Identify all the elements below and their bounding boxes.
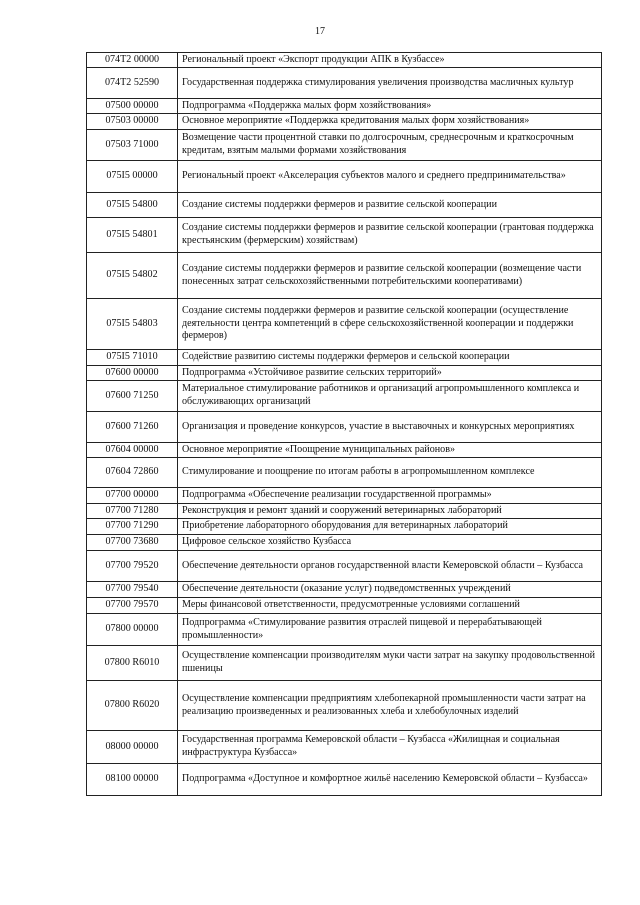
row-code: 08100 00000 (87, 764, 178, 796)
row-code: 07700 71290 (87, 519, 178, 535)
row-code: 07604 72860 (87, 458, 178, 488)
row-description: Подпрограмма «Устойчивое развитие сельских территорий» (178, 366, 602, 381)
row-code: 07800 00000 (87, 614, 178, 646)
row-code: 07600 71250 (87, 381, 178, 412)
budget-code-table (86, 52, 602, 796)
table-row (87, 193, 602, 218)
table-row (87, 218, 602, 253)
table-row (87, 68, 602, 99)
table-row (87, 458, 602, 488)
row-code: 07700 79570 (87, 598, 178, 614)
row-description: Государственная программа Кемеровской области – Кузбасса «Жилищная и социальная инфраструктура Кузбасса» (178, 731, 602, 764)
row-description: Создание системы поддержки фермеров и развитие сельской кооперации (грантовая поддержка крестьянским (фермерским) хозяйствам) (178, 218, 602, 253)
row-description: Материальное стимулирование работников и организаций агропромышленного комплекса и обслуживающих организаций (178, 381, 602, 412)
row-description: Создание системы поддержки фермеров и развитие сельской кооперации (возмещение части понесенных затрат сельскохозяйственными потребительскими кооперативами) (178, 253, 602, 299)
table-row (87, 646, 602, 681)
row-description: Обеспечение деятельности органов государственной власти Кемеровской области – Кузбасса (178, 551, 602, 582)
table-row (87, 731, 602, 764)
row-description: Подпрограмма «Обеспечение реализации государственной программы» (178, 488, 602, 504)
row-description: Создание системы поддержки фермеров и развитие сельской кооперации (178, 193, 602, 218)
row-code: 07800 R6020 (87, 681, 178, 731)
table-row (87, 764, 602, 796)
row-description: Реконструкция и ремонт зданий и сооружений ветеринарных лабораторий (178, 504, 602, 519)
row-code: 07700 79520 (87, 551, 178, 582)
row-code: 074T2 00000 (87, 53, 178, 68)
row-code: 07700 00000 (87, 488, 178, 504)
table-row (87, 161, 602, 193)
row-code: 07600 71260 (87, 412, 178, 443)
table-row (87, 488, 602, 504)
row-description: Организация и проведение конкурсов, участие в выставочных и конкурсных мероприятиях (178, 412, 602, 443)
row-code: 07604 00000 (87, 443, 178, 458)
table-body (87, 53, 602, 796)
row-description: Осуществление компенсации предприятиям хлебопекарной промышленности части затрат на реализацию произведенных и реализованных хлеба и хлебобулочных изделий (178, 681, 602, 731)
row-description: Основное мероприятие «Поощрение муниципальных районов» (178, 443, 602, 458)
row-code: 07503 71000 (87, 130, 178, 161)
table-row (87, 130, 602, 161)
row-code: 075I5 54800 (87, 193, 178, 218)
row-code: 08000 00000 (87, 731, 178, 764)
row-code: 07500 00000 (87, 99, 178, 114)
row-description: Возмещение части процентной ставки по долгосрочным, среднесрочным и краткосрочным кредитам, взятым малыми формами хозяйствования (178, 130, 602, 161)
row-description: Осуществление компенсации производителям муки части затрат на закупку продовольственной пшеницы (178, 646, 602, 681)
row-description: Региональный проект «Экспорт продукции АПК в Кузбассе» (178, 53, 602, 68)
row-code: 075I5 71010 (87, 350, 178, 366)
row-code: 07700 71280 (87, 504, 178, 519)
row-code: 07503 00000 (87, 114, 178, 130)
row-code: 075I5 54803 (87, 299, 178, 350)
row-code: 07600 00000 (87, 366, 178, 381)
row-description: Создание системы поддержки фермеров и развитие сельской кооперации (осуществление деятельности центра компетенций в сфере сельскохозяйственной кооперации и поддержки фермеров) (178, 299, 602, 350)
table-row (87, 582, 602, 598)
table-row (87, 366, 602, 381)
page-number: 17 (315, 26, 325, 37)
row-code: 074T2 52590 (87, 68, 178, 99)
row-description: Меры финансовой ответственности, предусмотренные условиями соглашений (178, 598, 602, 614)
table-row (87, 551, 602, 582)
table-row (87, 504, 602, 519)
table-row (87, 253, 602, 299)
row-code: 075I5 54802 (87, 253, 178, 299)
row-description: Подпрограмма «Поддержка малых форм хозяйствования» (178, 99, 602, 114)
table-row (87, 535, 602, 551)
table-row (87, 519, 602, 535)
row-description: Стимулирование и поощрение по итогам работы в агропромышленном комплексе (178, 458, 602, 488)
row-description: Региональный проект «Акселерация субъектов малого и среднего предпринимательства» (178, 161, 602, 193)
row-description: Цифровое сельское хозяйство Кузбасса (178, 535, 602, 551)
row-code: 07800 R6010 (87, 646, 178, 681)
row-description: Содействие развитию системы поддержки фермеров и сельской кооперации (178, 350, 602, 366)
row-code: 07700 79540 (87, 582, 178, 598)
table-row (87, 53, 602, 68)
table-row (87, 412, 602, 443)
table-row (87, 381, 602, 412)
table-row (87, 614, 602, 646)
row-code: 075I5 54801 (87, 218, 178, 253)
row-description: Основное мероприятие «Поддержка кредитования малых форм хозяйствования» (178, 114, 602, 130)
row-description: Обеспечение деятельности (оказание услуг) подведомственных учреждений (178, 582, 602, 598)
row-description: Приобретение лабораторного оборудования для ветеринарных лабораторий (178, 519, 602, 535)
row-description: Государственная поддержка стимулирования увеличения производства масличных культур (178, 68, 602, 99)
table-row (87, 350, 602, 366)
table-row (87, 99, 602, 114)
row-description: Подпрограмма «Доступное и комфортное жильё населению Кемеровской области – Кузбасса» (178, 764, 602, 796)
table-row (87, 114, 602, 130)
table-row (87, 299, 602, 350)
table-row (87, 443, 602, 458)
row-description: Подпрограмма «Стимулирование развития отраслей пищевой и перерабатывающей промышленности» (178, 614, 602, 646)
table-row (87, 598, 602, 614)
table-row (87, 681, 602, 731)
row-code: 075I5 00000 (87, 161, 178, 193)
row-code: 07700 73680 (87, 535, 178, 551)
